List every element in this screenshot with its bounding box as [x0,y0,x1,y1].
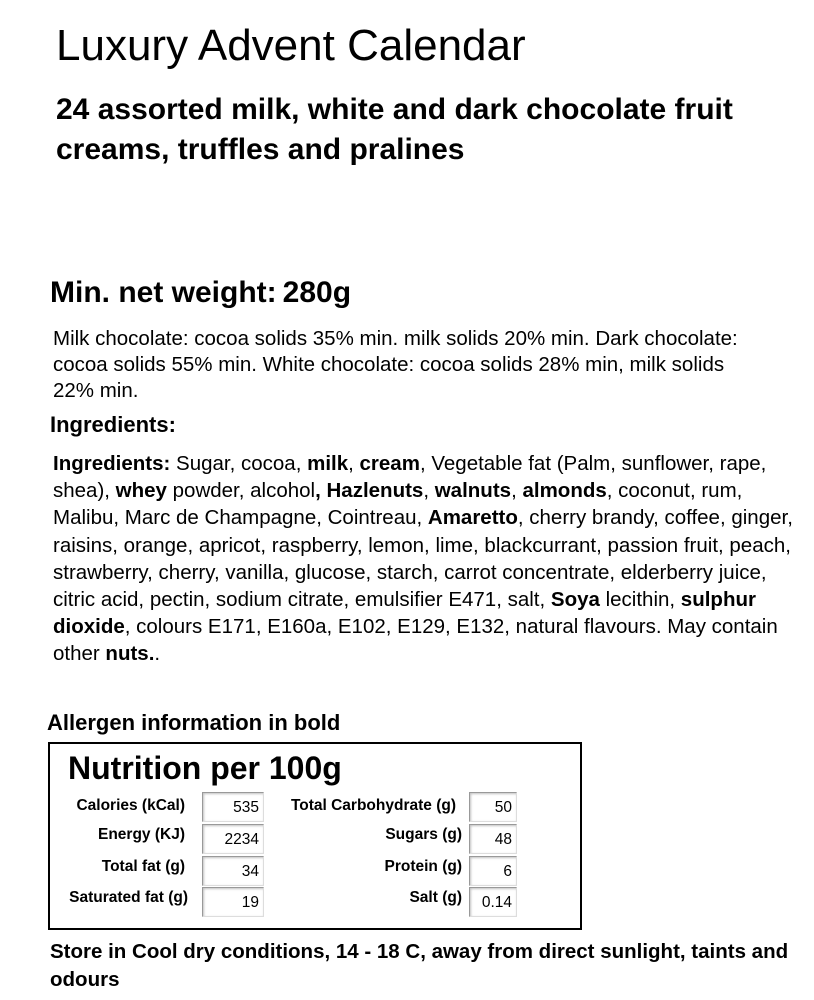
ingredient-text: powder, alcohol [166,479,316,503]
nutrition-value-calories: 535 [202,792,264,822]
nutrition-value-saturated-fat: 19 [202,887,264,917]
nutrition-label-total-fat: Total fat (g) [101,858,185,875]
ingredient-text: , [348,452,360,475]
product-subtitle: 24 assorted milk, white and dark chocolate fruit creams, truffles and pralines [56,93,733,166]
ingredient-allergen-text: , Hazlenuts [315,479,424,503]
allergen-note: Allergen information in bold [47,710,341,735]
cocoa-content-info: Milk chocolate: cocoa solids 35% min. milk solids 20% min. Dark chocolate: cocoa solids 55% min. White chocolate: cocoa solids 28% min, milk solids 22% min. [53,327,738,402]
ingredient-text: . [154,642,161,666]
nutrition-label-calories: Calories (kCal) [76,797,185,814]
nutrition-label-sugars: Sugars (g) [385,826,462,843]
ingredient-allergen-text: Ingredients: [53,452,171,475]
ingredient-allergen-text: cream [359,452,420,475]
net-weight-label: Min. net weight: [50,276,277,309]
ingredient-allergen-text: almonds [522,479,607,503]
nutrition-label-saturated-fat: Saturated fat (g) [69,889,188,906]
ingredients-heading: Ingredients: [50,412,176,437]
ingredient-text: , Vegetable fat (Palm, sunflower, rape, shea), [53,452,767,503]
ingredient-text: Sugar, cocoa, [170,452,308,475]
ingredient-allergen-text: walnuts [434,479,512,503]
ingredient-text: lecithin, [599,588,681,612]
ingredient-allergen-text: Amaretto [427,506,518,530]
nutrition-label-protein: Protein (g) [384,858,462,875]
nutrition-value-sugars: 48 [469,824,517,854]
ingredients-list [53,450,793,668]
nutrition-label-carbohydrate: Total Carbohydrate (g) [290,797,456,814]
net-weight-value: 280g [282,276,352,309]
ingredient-allergen-text: Soya [550,588,600,612]
ingredient-text: , [511,479,523,503]
ingredient-allergen-text: nuts. [105,642,155,666]
ingredient-text: , [423,479,435,503]
ingredient-allergen-text: sulphur dioxide [53,588,756,639]
ingredient-allergen-text: milk [307,452,349,475]
nutrition-panel [48,742,582,930]
nutrition-value-protein: 6 [469,856,517,886]
nutrition-label-salt: Salt (g) [409,889,462,906]
nutrition-value-total-fat: 34 [202,856,264,886]
nutrition-title: Nutrition per 100g [68,750,342,786]
net-weight [50,274,351,312]
ingredient-allergen-text: whey [115,479,167,503]
ingredient-text: , coconut, rum, Malibu, Marc de Champagne, Cointreau, [53,479,743,530]
storage-instructions: Store in Cool dry conditions, 14 - 18 C, away from direct sunlight, taints and odours [50,940,789,991]
nutrition-value-carbohydrate: 50 [469,792,517,822]
nutrition-label-energy: Energy (KJ) [98,826,185,843]
nutrition-value-energy: 2234 [202,824,264,854]
ingredient-text: , cherry brandy, coffee, ginger, raisins, orange, apricot, raspberry, lemon, lime, blackcurrant, passion fruit, peach, strawberry, cherry, vanilla, glucose, starch, carrot concentrate, elderberry juice, citric acid, pectin, sodium citrate, emulsifier E471, salt, [53,506,793,612]
ingredient-text: , colours E171, E160a, E102, E129, E132, natural flavours. May contain other [53,615,778,666]
nutrition-value-salt: 0.14 [469,887,517,917]
product-title: Luxury Advent Calendar [56,21,526,70]
